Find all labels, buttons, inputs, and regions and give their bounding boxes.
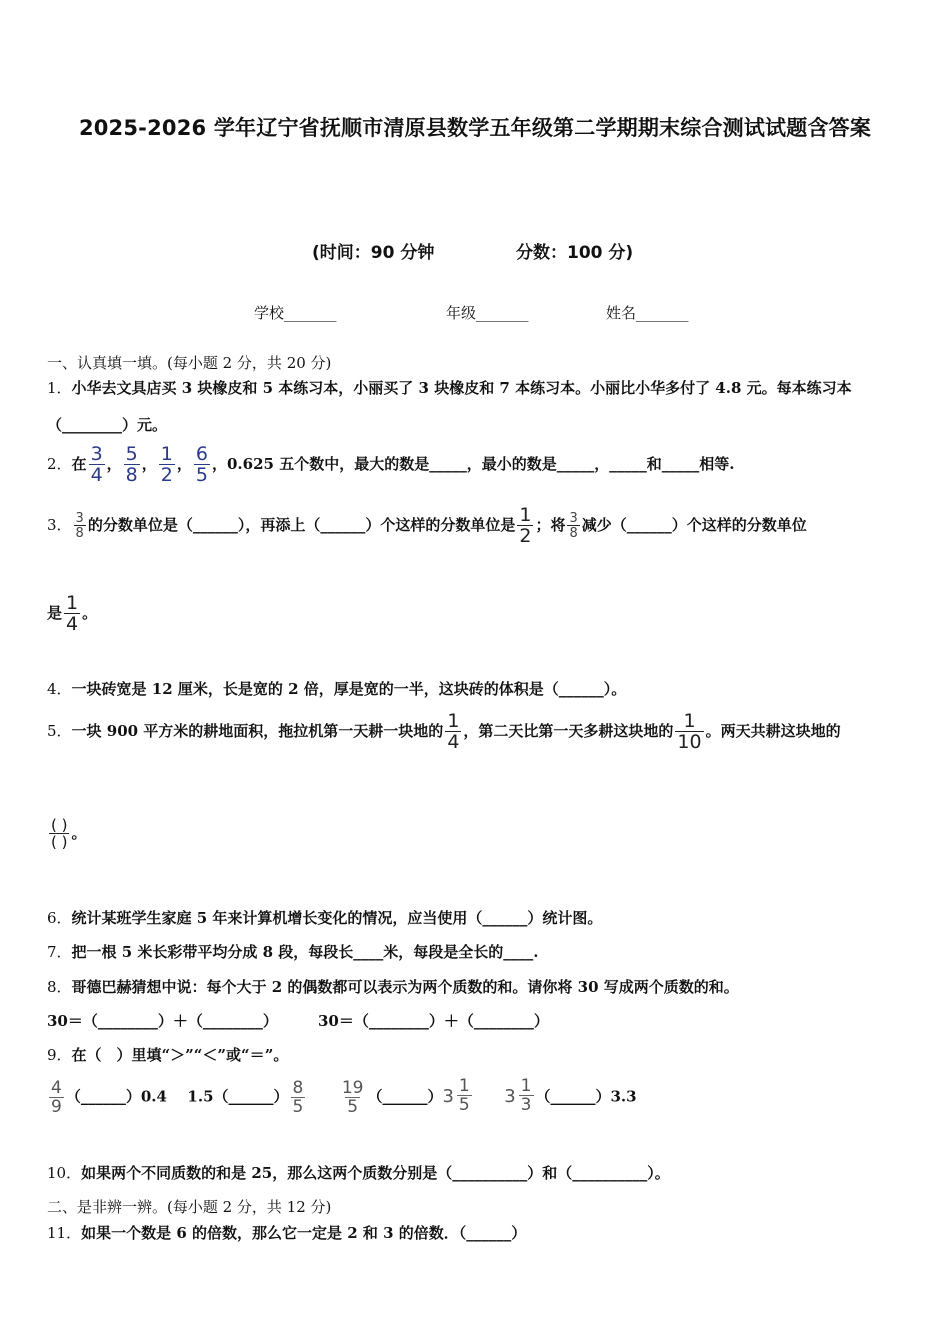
question-number: 10． — [47, 1164, 82, 1182]
question-text: 。两天共耕这块地的 — [705, 722, 841, 740]
fraction — [74, 512, 86, 540]
denominator: 9 — [51, 1096, 62, 1117]
numerator: 1 — [520, 1076, 532, 1096]
separator: ， — [141, 455, 157, 473]
numerator: 5 — [125, 443, 138, 465]
question-number: 11． — [47, 1224, 82, 1242]
equation-2: 30＝（________）＋（________） — [318, 1012, 549, 1030]
numerator: 8 — [292, 1077, 304, 1098]
denominator: 5 — [458, 1095, 470, 1115]
question-text: 。 — [71, 824, 87, 842]
question-text: 在 — [71, 455, 87, 473]
grade-field: 年级_______ — [446, 304, 529, 322]
question-number: 3． — [47, 516, 72, 534]
denominator: 3 — [520, 1095, 532, 1115]
fraction — [124, 445, 140, 485]
numerator: 3 — [569, 511, 578, 526]
question-3 — [47, 506, 807, 546]
question-text: ，第二天比第一天多耕这块地的 — [463, 722, 674, 740]
fraction — [291, 1077, 306, 1117]
question-number: 9． — [47, 1046, 72, 1064]
question-8 — [47, 976, 739, 997]
numerator: 1 — [447, 710, 460, 732]
denominator: 5 — [347, 1096, 359, 1117]
fraction — [340, 1077, 366, 1117]
question-text: 的分数单位是（______），再添上（______）个这样的分数单位是 — [87, 516, 516, 534]
separator: ， — [176, 455, 192, 473]
question-3-cont — [47, 594, 97, 634]
numerator: 1 — [519, 504, 532, 526]
section-1-heading: 一、认真填一填。(每小题 2 分，共 20 分) — [47, 354, 332, 372]
question-text: 哥德巴赫猜想中说：每个大于 2 的偶数都可以表示为两个质数的和。请你将 30 写成两个质数的和。 — [71, 978, 739, 996]
denominator: 10 — [677, 731, 702, 753]
numerator: 3 — [90, 443, 103, 465]
name-field: 姓名_______ — [606, 304, 689, 322]
section-2-heading: 二、是非辨一辨。(每小题 2 分，共 12 分) — [47, 1198, 332, 1216]
numerator: 1 — [458, 1076, 470, 1096]
denominator: 4 — [90, 464, 103, 486]
whole-part: 3 — [442, 1085, 454, 1107]
denominator: 2 — [519, 525, 532, 547]
question-number: 7． — [47, 943, 72, 961]
question-text: 一块 900 平方米的耕地面积，拖拉机第一天耕一块地的 — [71, 722, 444, 740]
mixed-number — [442, 1078, 473, 1114]
question-number: 1． — [47, 379, 72, 397]
answer-fraction — [49, 818, 69, 850]
denominator: 4 — [447, 731, 460, 753]
fraction — [519, 1078, 534, 1114]
fraction — [567, 512, 579, 540]
separator: ， — [106, 455, 122, 473]
question-7 — [47, 941, 539, 962]
fraction — [517, 506, 533, 546]
fraction — [457, 1078, 472, 1114]
question-number: 2． — [47, 455, 72, 473]
question-text: 。 — [82, 604, 98, 622]
exam-score: 分数：100 分) — [516, 243, 634, 263]
question-number: 8． — [47, 978, 72, 996]
numerator: 6 — [195, 443, 208, 465]
denominator: 8 — [75, 526, 84, 541]
question-6 — [47, 907, 602, 928]
numerator: ( ) — [51, 816, 68, 834]
whole-part: 3 — [504, 1085, 516, 1107]
numerator: 1 — [160, 443, 173, 465]
fraction — [89, 445, 105, 485]
page-title: 2025-2026 学年辽宁省抚顺市清原县数学五年级第二学期期末综合测试试题含答案 — [78, 116, 872, 140]
question-9 — [47, 1044, 288, 1065]
separator: ， — [211, 455, 227, 473]
fraction — [194, 445, 210, 485]
fraction — [159, 445, 175, 485]
numerator: 4 — [51, 1077, 62, 1098]
numerator: 19 — [341, 1077, 364, 1098]
compare-item: （______）0.4 — [65, 1087, 167, 1106]
question-1 — [47, 377, 852, 398]
question-10 — [47, 1162, 670, 1183]
question-text: 如果一个数是 6 的倍数，那么它一定是 2 和 3 的倍数．（______） — [81, 1224, 527, 1242]
question-text: 0.625 五个数中，最大的数是_____，最小的数是_____，_____和_____相等. — [227, 455, 735, 473]
question-text: 统计某班学生家庭 5 年来计算机增长变化的情况，应当使用（______）统计图。 — [71, 909, 603, 927]
denominator: 8 — [569, 526, 578, 541]
mixed-number — [504, 1078, 535, 1114]
question-11 — [47, 1222, 526, 1243]
denominator: ( ) — [51, 833, 68, 851]
fraction — [64, 594, 80, 634]
question-5-answer — [47, 818, 87, 850]
school-field: 学校_______ — [254, 304, 337, 322]
numerator: 1 — [683, 710, 696, 732]
exam-time: (时间：90 分钟 — [312, 243, 435, 263]
question-1-answer: （________）元。 — [47, 416, 168, 434]
fraction — [445, 712, 461, 752]
question-number: 4． — [47, 680, 72, 698]
denominator: 5 — [292, 1096, 304, 1117]
question-number: 6． — [47, 909, 72, 927]
question-9-items — [47, 1078, 637, 1116]
compare-item: （______）3.3 — [535, 1087, 637, 1106]
compare-item: （______） — [367, 1087, 443, 1106]
denominator: 4 — [66, 613, 79, 635]
question-2 — [47, 445, 734, 485]
question-text: 是 — [47, 604, 63, 622]
question-text: ；将 — [535, 516, 566, 534]
fraction — [49, 1077, 64, 1117]
equation-1: 30＝（________）＋（________） — [47, 1012, 278, 1030]
question-text: 如果两个不同质数的和是 25，那么这两个质数分别是（__________）和（__________）。 — [81, 1164, 670, 1182]
question-text: 在（ ）里填“＞”“＜”或“＝”。 — [71, 1046, 289, 1064]
question-text: 小华去文具店买 3 块橡皮和 5 本练习本，小丽买了 3 块橡皮和 7 本练习本。小丽比小华多付了 4.8 元。每本练习本 — [71, 379, 852, 397]
numerator: 3 — [75, 511, 84, 526]
question-4 — [47, 678, 626, 699]
question-text: 把一根 5 米长彩带平均分成 8 段，每段长____米，每段是全长的____. — [71, 943, 539, 961]
question-number: 5． — [47, 722, 72, 740]
fraction — [675, 712, 703, 752]
compare-item: 1.5（______） — [187, 1087, 289, 1106]
question-5 — [47, 712, 841, 752]
question-text: 一块砖宽是 12 厘米，长是宽的 2 倍，厚是宽的一半，这块砖的体积是（______）。 — [71, 680, 627, 698]
denominator: 8 — [125, 464, 138, 486]
question-text: 减少（______）个这样的分数单位 — [581, 516, 807, 534]
denominator: 2 — [160, 464, 173, 486]
numerator: 1 — [66, 592, 79, 614]
denominator: 5 — [195, 464, 208, 486]
